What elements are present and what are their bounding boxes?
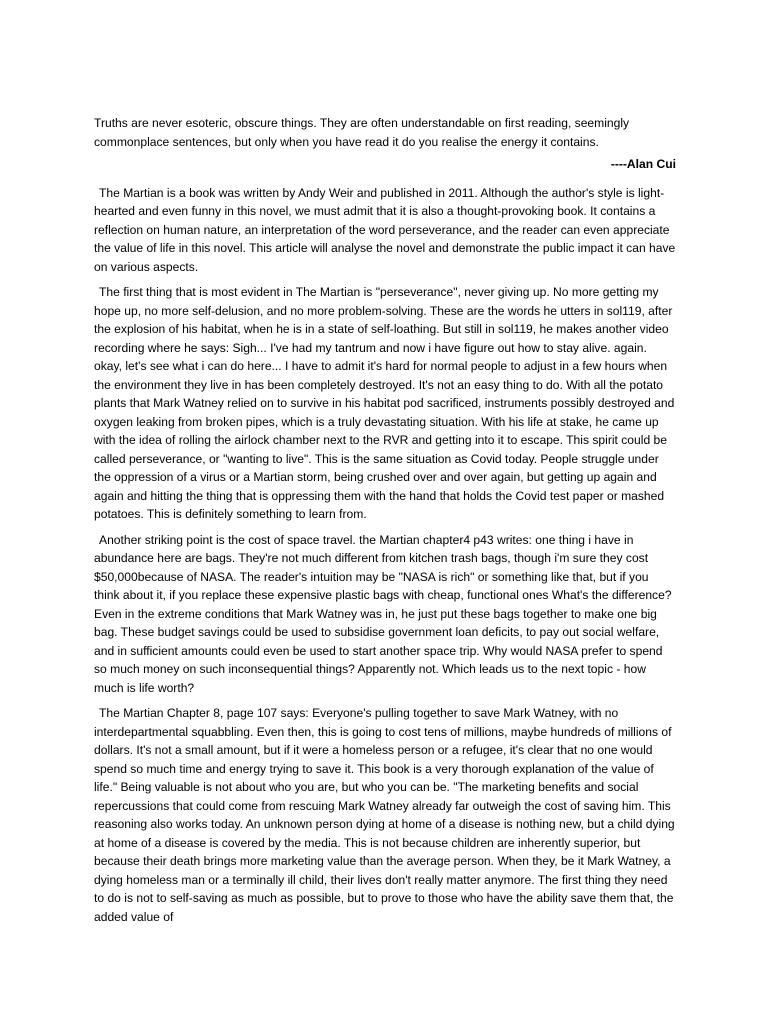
epigraph-quote: Truths are never esoteric, obscure things. They are often understandable on first reading, seemingly commonplace sentences, but only when you have read it do you realise the energy it contains. (94, 116, 630, 149)
body-paragraph-1: The Martian is a book was written by Andy Weir and published in 2011. Although the author's style is light-hearted and even funny in this novel, we must admit that it is also a thought-provoking book. It contains a reflection on human nature, an interpretation of the word perseverance, and the reader can even appreciate the value of life in this novel. This article will analyse the novel and demonstrate the public impact it can have on various aspects. (94, 185, 676, 274)
body-paragraph-2: The first thing that is most evident in The Martian is "perseverance", never giving up. No more getting my hope up, no more self-delusion, and no more problem-solving. These are the words he utters in sol119, after the explosion of his habitat, when he is in a state of self-loathing. But still in sol119, he makes another video recording where he says: Sigh... I've had my tantrum and now i have figure out how to stay alive. again. okay, let's see what i can do here... I have to admit it's hard for normal people to adjust in a few hours when the environment they live in has been completely destroyed. It's not an easy thing to do. With all the potato plants that Mark Watney relied on to survive in his habitat pod sacrificed, instruments possibly destroyed and oxygen leaking from broken pipes, which is a truly devastating situation. With his life at stake, he came up with the idea of rolling the airlock chamber next to the RVR and getting into it to escape. This spirit could be called perseverance, or "wanting to live". This is the same situation as Covid today. People struggle under the oppression of a virus or a Martian storm, being crushed over and over again, but getting up again and again and hitting the thing that is oppressing them with the hand that holds the Covid test paper or mashed potatoes. This is definitely something to learn from. (94, 285, 675, 521)
body-paragraph-4: The Martian Chapter 8, page 107 says: Everyone's pulling together to save Mark Watney, with no interdepartmental squabbling. Even then, this is going to cost tens of millions, maybe hundreds of millions of dollars. It's not a small amount, but if it were a homeless person or a refugee, it's clear that no one would spend so much time and energy trying to save it. This book is a very thorough explanation of the value of life." Being valuable is not about who you are, but who you can be. "The marketing benefits and social repercussions that could come from rescuing Mark Watney already far outweigh the cost of saving him. This reasoning also works today. An unknown person dying at home of a disease is nothing new, but a child dying at home of a disease is covered by the media. This is not because children are inherently superior, but because their death brings more marketing value than the average person. When they, be it Mark Watney, a dying homeless man or a terminally ill child, their lives don't really matter anymore. The first thing they need to do is not to self-saving as much as possible, but to prove to those who have the ability save them that, the added value of (94, 706, 675, 924)
body-paragraph-3: Another striking point is the cost of space travel. the Martian chapter4 p43 writes: one thing i have in abundance here are bags. They're not much different from kitchen trash bags, though i'm sure they cost $50,000because of NASA. The reader's intuition may be "NASA is rich" or something like that, but if you think about it, if you replace these expensive plastic bags with cheap, functional ones What's the difference? Even in the extreme conditions that Mark Watney was in, he just put these bags together to make one big bag. These budget savings could be used to subsidise government loan deficits, to pay out social welfare, and in sufficient amounts could even be used to start another space trip. Why would NASA prefer to spend so much money on such inconsequential things? Apparently not. Which leads us to the next topic - how much is life worth? (94, 532, 672, 695)
document-page (94, 114, 676, 933)
epigraph-attribution: ----Alan Cui (610, 157, 676, 171)
